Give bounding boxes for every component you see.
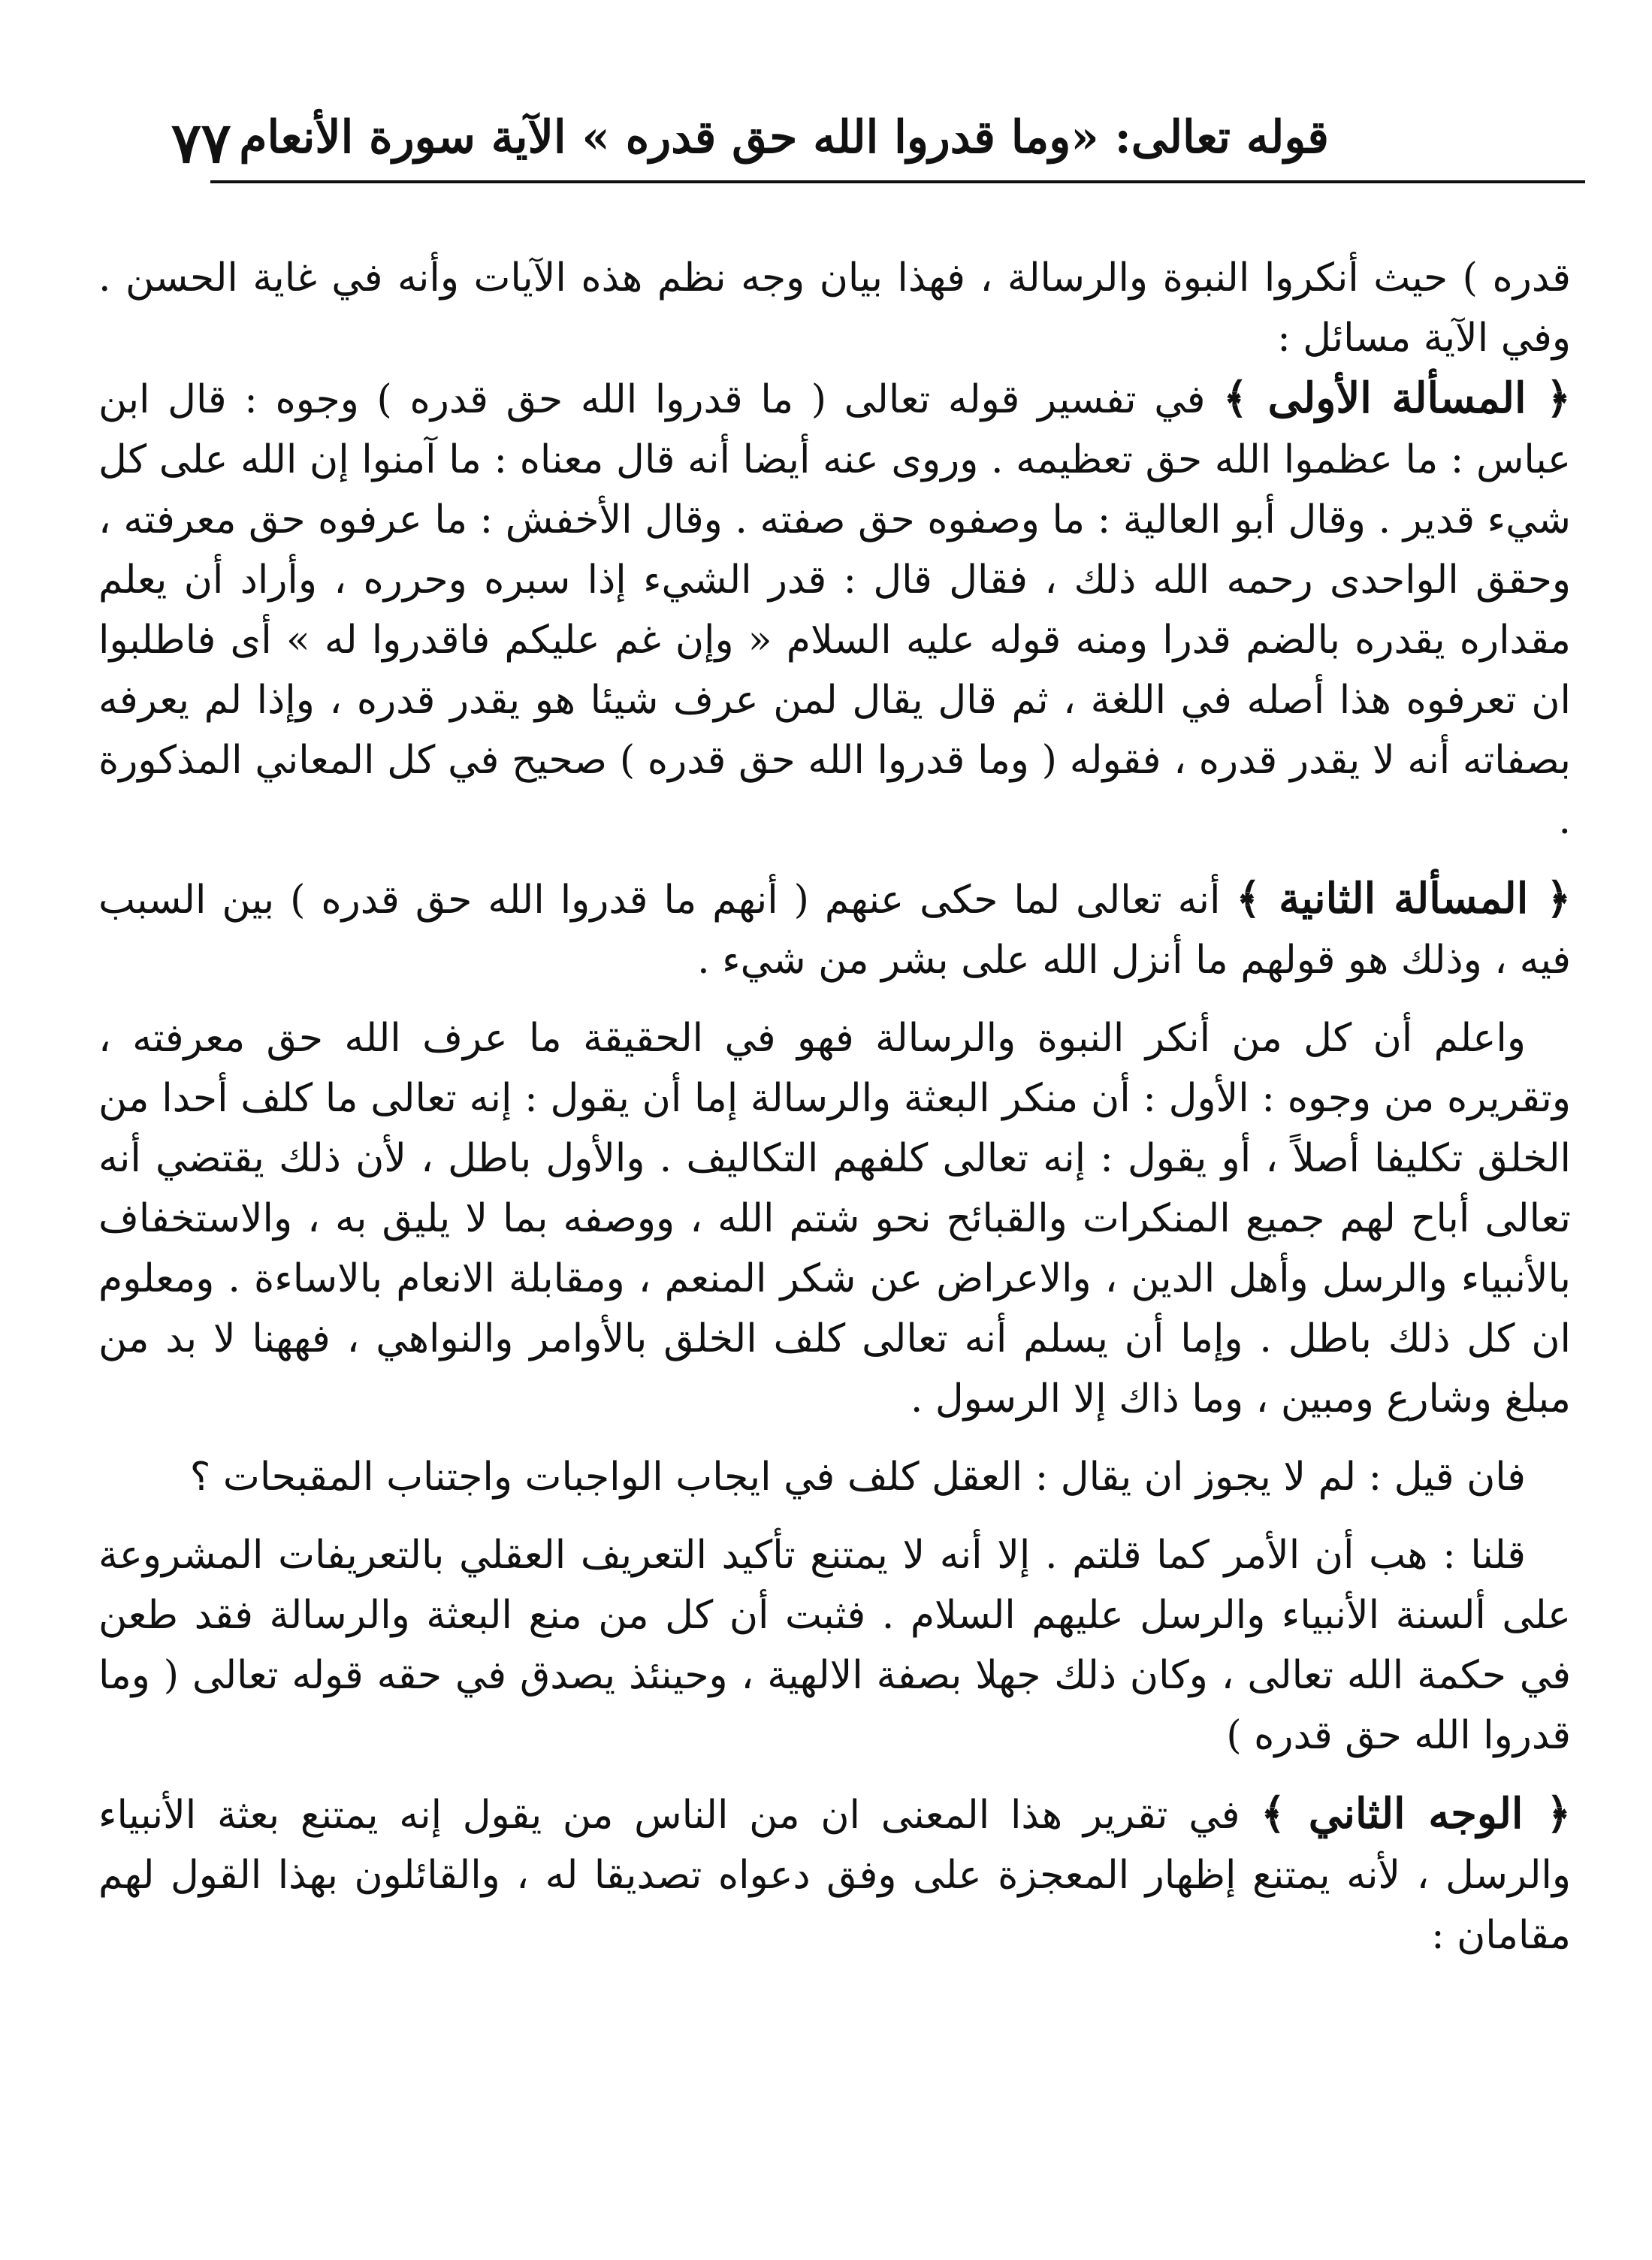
section-heading: ﴿ المسألة الأولى ﴾ xyxy=(1223,373,1571,423)
paragraph-text: في تفسير قوله تعالى ( ما قدروا الله حق قدره ) وجوه : قال ابن عباس : ما عظموا الله حق تعظيمه . وروى عنه أيضا أنه قال معناه : ما آمنوا إن الله على كل شيء قدير . وقال أبو العالية : ما وصفوه حق صفته . وقال الأخفش : ما عرفوه حق معرفته ، وحقق الواحدى رحمه الله ذلك ، فقال قال : قدر الشيء إذا سبره وحرره ، وأراد أن يعلم مقداره يقدره بالضم قدرا ومنه قوله عليه السلام « وإن غم عليكم فاقدروا له » أى فاطلبوا ان تعرفوه هذا أصله في اللغة ، ثم قال يقال لمن عرف شيئا هو يقدر قدره ، وإذا لم يعرفه بصفاته أنه لا يقدر قدره ، فقوله ( وما قدروا الله حق قدره ) صحيح في كل المعاني المذكورة . xyxy=(98,377,1572,843)
paragraph xyxy=(98,1447,1571,1507)
paragraph-text: في تقرير هذا المعنى ان من الناس من يقول إنه يمتنع بعثة الأنبياء والرسل ، لأنه يمتنع إظهار المعجزة على وفق دعواه تصديقا له ، والقائلون بهذا القول لهم مقامان : xyxy=(98,1793,1571,1958)
paragraph-text: واعلم أن كل من أنكر النبوة والرسالة فهو في الحقيقة ما عرف الله حق معرفته ، وتقريره من وجوه : الأول : أن منكر البعثة والرسالة إما أن يقول : إنه تعالى ما كلف أحدا من الخلق تكليفا أصلاً ، أو يقول : إنه تعالى كلفهم التكاليف . والأول باطل ، لأن ذلك يقتضي أنه تعالى أباح لهم جميع المنكرات والقبائح نحو شتم الله ، ووصفه بما لا يليق به ، والاستخفاف بالأنبياء والرسل وأهل الدين ، والاعراض عن شكر المنعم ، ومقابلة الانعام بالاساءة . ومعلوم ان كل ذلك باطل . وإما أن يسلم أنه تعالى كلف الخلق بالأوامر والنواهي ، فههنا لا بد من مبلغ وشارع ومبين ، وما ذاك إلا الرسول . xyxy=(98,1016,1571,1422)
section-heading: ﴿ المسألة الثانية ﴾ xyxy=(1236,874,1572,923)
page-body xyxy=(98,248,1571,1984)
section-heading: ﴿ الوجه الثاني ﴾ xyxy=(1261,1789,1572,1839)
paragraph xyxy=(98,869,1571,990)
paragraph xyxy=(98,1525,1571,1766)
paragraph xyxy=(98,1008,1571,1429)
header-rule xyxy=(210,180,1585,183)
paragraph xyxy=(98,1784,1571,1965)
page-header xyxy=(0,105,1652,188)
paragraph-text: قلنا : هب أن الأمر كما قلتم . إلا أنه لا يمتنع تأكيد التعريف العقلي بالتعريفات المشروعة على ألسنة الأنبياء والرسل عليهم السلام . فثبت أن كل من منع البعثة والرسالة فقد طعن في حكمة الله تعالى ، وكان ذلك جهلا بصفة الالهية ، وحينئذ يصدق في حقه قوله تعالى ( وما قدروا الله حق قدره ) xyxy=(98,1533,1571,1758)
paragraph xyxy=(98,368,1571,851)
page-number: ٧٧ xyxy=(171,111,231,176)
running-head: قوله تعالى: «وما قدروا الله حق قدره » الآية سورة الأنعام xyxy=(239,111,1329,164)
paragraph xyxy=(98,248,1571,368)
paragraph-text: فان قيل : لم لا يجوز ان يقال : العقل كلف في ايجاب الواجبات واجتناب المقبحات ؟ xyxy=(189,1455,1526,1500)
paragraph-text: قدره ) حيث أنكروا النبوة والرسالة ، فهذا بيان وجه نظم هذه الآيات وأنه في غاية الحسن . وفي الآية مسائل : xyxy=(98,255,1571,361)
paragraph-text: أنه تعالى لما حكى عنهم ( أنهم ما قدروا الله حق قدره ) بين السبب فيه ، وذلك هو قولهم ما أنزل الله على بشر من شيء . xyxy=(98,878,1571,983)
